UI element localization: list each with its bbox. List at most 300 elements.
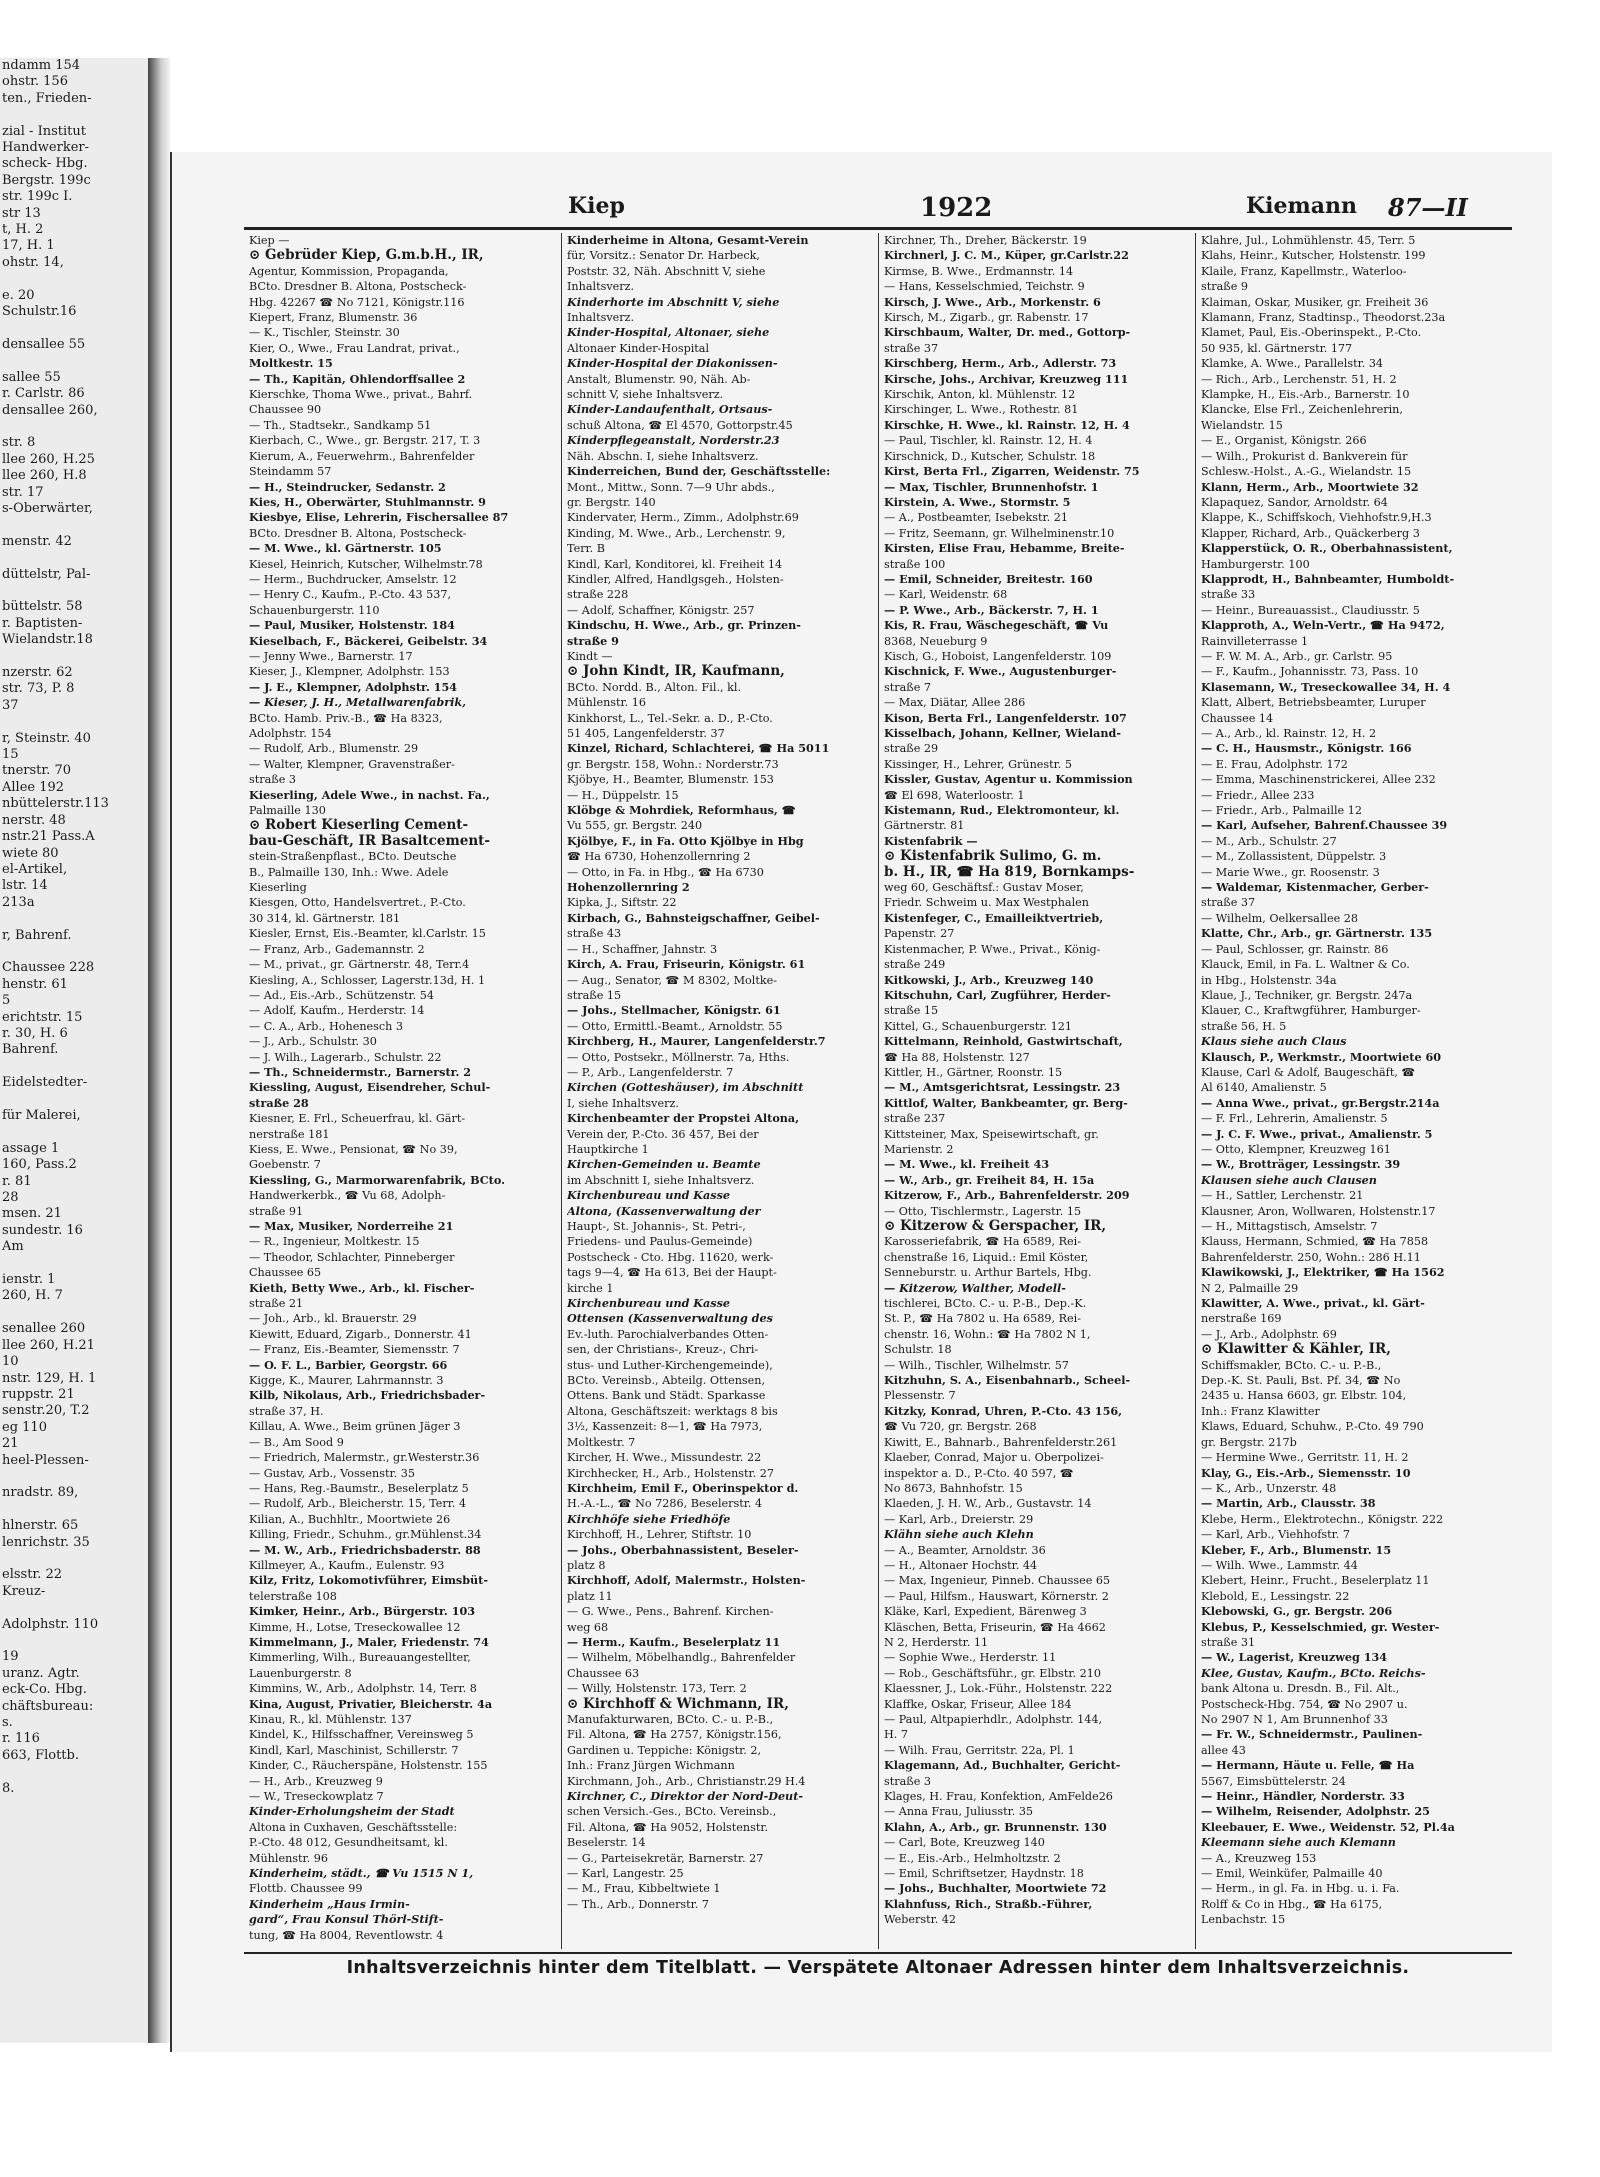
directory-entry: tung, ☎ Ha 8004, Reventlowstr. 4: [249, 1928, 444, 1942]
directory-entry: — Hans, Kesselschmied, Teichstr. 9: [884, 280, 1085, 294]
directory-entry: ☎ Ha 88, Holstenstr. 127: [884, 1050, 1030, 1064]
left-fragment-line: elsstr. 22: [2, 1567, 63, 1583]
left-fragment-line: menstr. 42: [2, 533, 72, 549]
left-fragment-line: [0, 1092, 148, 1108]
directory-entry: Wielandstr. 15: [1201, 418, 1283, 432]
left-fragment-line: [0, 550, 148, 566]
directory-entry: Kitzerow, F., Arb., Bahrenfelderstr. 209: [884, 1188, 1130, 1203]
directory-entry: Kieth, Betty Wwe., Arb., kl. Fischer-: [249, 1280, 475, 1295]
directory-entry: Kittsteiner, Max, Speisewirtschaft, gr.: [884, 1127, 1099, 1141]
directory-entry: straße 237: [884, 1112, 946, 1126]
directory-entry: chenstr. 16, Wohn.: ☎ Ha 7802 N 1,: [884, 1327, 1091, 1341]
directory-entry: — Ad., Eis.-Arb., Schützenstr. 54: [249, 988, 434, 1002]
directory-entry: Kiesel, Heinrich, Kutscher, Wilhelmstr.78: [249, 557, 483, 571]
directory-entry: — F. W. M. A., Arb., gr. Carlstr. 95: [1201, 649, 1393, 663]
directory-entry: Kina, August, Privatier, Bleicherstr. 4a: [249, 1696, 493, 1711]
directory-entry: Klähn siehe auch Klehn: [884, 1527, 1034, 1542]
directory-entry: Moltkestr. 15: [249, 356, 333, 371]
directory-entry: — Wilh., Prokurist d. Bankverein für: [1201, 449, 1408, 463]
directory-entry: Kindler, Alfred, Handlgsgeh., Holsten-: [567, 572, 784, 586]
directory-entry: straße 37, H.: [249, 1404, 324, 1418]
directory-entry: — M. Wwe., kl. Freiheit 43: [884, 1157, 1050, 1172]
directory-entry: — Emma, Maschinenstrickerei, Allee 232: [1201, 773, 1436, 787]
directory-entry: Klauss, Hermann, Schmied, ☎ Ha 7858: [1201, 1235, 1429, 1249]
directory-entry: Kirch, A. Frau, Friseurin, Königstr. 61: [567, 957, 806, 972]
directory-entry: Kinau, R., kl. Mühlenstr. 137: [249, 1713, 412, 1726]
directory-entry: — Theodor, Schlachter, Pinneberger: [249, 1250, 455, 1264]
directory-entry: straße 33: [1201, 588, 1256, 602]
directory-entry: Kinder-Hospital der Diakonissen-: [567, 356, 778, 371]
directory-entry: Altonaer Kinder-Hospital: [567, 341, 710, 355]
directory-entry: — Rob., Geschäftsführ., gr. Elbstr. 210: [884, 1666, 1102, 1680]
directory-entry: — Wilh. Wwe., Lammstr. 44: [1201, 1558, 1358, 1572]
directory-entry: — A., Postbeamter, Isebekstr. 21: [884, 511, 1068, 525]
directory-entry: Palmaille 130: [249, 804, 326, 818]
left-fragment-line: 28: [2, 1190, 19, 1206]
directory-entry: — Wilh., Tischler, Wilhelmstr. 57: [884, 1358, 1069, 1372]
directory-entry: Klagemann, Ad., Buchhalter, Gericht-: [884, 1758, 1121, 1773]
directory-entry: straße 228: [567, 588, 629, 602]
directory-entry: im Abschnitt I, siehe Inhaltsverz.: [567, 1173, 755, 1187]
directory-entry: Schulstr. 18: [884, 1343, 952, 1357]
directory-entry: gard“, Frau Konsul Thörl-Stift-: [249, 1912, 444, 1927]
directory-entry: Friedens- und Paulus-Gemeinde): [567, 1235, 753, 1249]
directory-entry: allee 43: [1201, 1743, 1246, 1757]
left-fragment-line: r, Bahrenf.: [2, 927, 72, 943]
directory-entry: — Emil, Schneider, Breitestr. 160: [884, 571, 1093, 586]
left-fragment-line: 17, H. 1: [2, 238, 55, 254]
directory-entry: — Hermine Wwe., Gerritstr. 11, H. 2: [1201, 1451, 1409, 1465]
directory-entry: Flottb. Chaussee 99: [249, 1882, 363, 1896]
left-fragment-line: el-Artikel,: [2, 861, 68, 877]
directory-entry: Verein der, P.-Cto. 36 457, Bei der: [567, 1127, 759, 1141]
left-fragment-line: [0, 107, 148, 123]
directory-entry: platz 11: [567, 1589, 613, 1603]
directory-entry: Kirchhoff, Adolf, Malermstr., Holsten-: [567, 1573, 806, 1588]
directory-entry: — Franz, Arb., Gademannstr. 2: [249, 942, 425, 956]
directory-entry: straße 3: [884, 1774, 932, 1788]
left-fragment-line: r. 81: [2, 1173, 32, 1189]
directory-entry: straße 3: [249, 773, 297, 787]
left-fragment-line: [0, 419, 148, 435]
directory-entry: straße 249: [884, 958, 946, 972]
left-fragment-line: [0, 714, 148, 730]
footer-rule: [244, 1952, 1512, 1954]
directory-entry: Ottens. Bank und Städt. Sparkasse: [567, 1389, 766, 1403]
left-fragment-line: 8.: [2, 1780, 15, 1796]
directory-entry: — Kieser, J. H., Metallwarenfabrik,: [249, 695, 467, 710]
directory-entry: — Paul, Schlosser, gr. Rainstr. 86: [1201, 942, 1389, 956]
directory-entry: Inhaltsverz.: [567, 311, 635, 325]
left-fragment-line: ohstr. 156: [2, 74, 68, 90]
directory-entry: — Emil, Weinküfer, Palmaille 40: [1201, 1867, 1383, 1881]
directory-entry: Postscheck - Cto. Hbg. 11620, werk-: [567, 1250, 774, 1264]
directory-entry: Kistenfabrik —: [884, 833, 978, 848]
directory-entry: Chaussee 14: [1201, 711, 1274, 725]
left-fragment-line: 213a: [2, 894, 35, 910]
directory-entry: — Carl, Bote, Kreuzweg 140: [884, 1836, 1045, 1850]
directory-entry: — Paul, Hilfsm., Hauswart, Körnerstr. 2: [884, 1589, 1109, 1603]
directory-entry: Kinkhorst, L., Tel.-Sekr. a. D., P.-Cto.: [567, 711, 773, 725]
running-head-last-entry: Kiemann: [1246, 193, 1357, 219]
directory-entry: Klatt, Albert, Betriebsbeamter, Luruper: [1201, 696, 1426, 710]
directory-entry: — Otto, Postsekr., Möllnerstr. 7a, Hths.: [567, 1050, 790, 1064]
directory-entry: Klaile, Franz, Kapellmstr., Waterloo-: [1201, 264, 1407, 278]
directory-entry: — A., Arb., kl. Rainstr. 12, H. 2: [1201, 727, 1377, 740]
directory-entry: Kinderhorte im Abschnitt V, siehe: [567, 294, 780, 309]
directory-entry: straße 7: [884, 680, 932, 694]
directory-entry: Klapprodt, H., Bahnbeamter, Humboldt-: [1201, 571, 1455, 586]
left-fragment-line: [0, 1502, 148, 1518]
directory-entry: — E., Eis.-Arb., Helmholtzstr. 2: [884, 1851, 1061, 1865]
directory-entry: Kleber, F., Arb., Blumenstr. 15: [1201, 1542, 1392, 1557]
footer-note: Inhaltsverzeichnis hinter dem Titelblatt. — Verspätete Altonaer Adressen hinter dem Inhaltsverzeichnis.: [346, 1958, 1410, 1978]
left-fragment-line: llee 260, H.21: [2, 1337, 95, 1353]
directory-entry: Haupt-, St. Johannis-, St. Petri-,: [567, 1220, 746, 1233]
left-fragment-line: büttelstr. 58: [2, 599, 83, 615]
directory-entry: 3½, Kassenzeit: 8—1, ☎ Ha 7973,: [567, 1420, 763, 1434]
directory-entry: Klahn, A., Arb., gr. Brunnenstr. 130: [884, 1819, 1107, 1834]
directory-entry: — Joh., Arb., kl. Brauerstr. 29: [249, 1312, 417, 1326]
directory-entry: — A., Beamter, Arnoldstr. 36: [884, 1543, 1046, 1557]
running-head-first-entry: Kiep: [568, 193, 625, 219]
left-page-fragment: [0, 58, 151, 2043]
directory-entry: Terr. B: [567, 542, 606, 556]
directory-entry: — Herm., Kaufm., Beselerplatz 11: [567, 1634, 781, 1649]
directory-entry: — Karl, Aufseher, Bahrenf.Chaussee 39: [1201, 818, 1448, 833]
directory-entry: I, siehe Inhaltsverz.: [567, 1096, 679, 1110]
directory-entry: — J. E., Klempner, Adolphstr. 154: [249, 679, 458, 694]
directory-entry: BCto. Dresdner B. Altona, Postscheck-: [249, 526, 467, 540]
left-fragment-line: Adolphstr. 110: [2, 1616, 99, 1632]
directory-entry: — Wilhelm, Reisender, Adolphstr. 25: [1201, 1804, 1430, 1819]
directory-entry: Rolff & Co in Hbg., ☎ Ha 6175,: [1201, 1897, 1383, 1911]
directory-entry: — Anna Frau, Juliusstr. 35: [884, 1805, 1034, 1819]
directory-entry: Kirchen (Gotteshäuser), im Abschnitt: [567, 1080, 804, 1095]
left-fragment-line: [0, 1256, 148, 1272]
directory-entry: Kirschbaum, Walter, Dr. med., Gottorp-: [884, 325, 1131, 340]
directory-entry: No 8673, Bahnhofstr. 15: [884, 1481, 1023, 1495]
directory-entry: — W., Brotträger, Lessingstr. 39: [1201, 1157, 1401, 1172]
directory-entry: Kigge, K., Maurer, Lahrmannstr. 3: [249, 1374, 444, 1388]
directory-entry: BCto. Nordd. B., Alton. Fil., kl.: [567, 680, 742, 694]
directory-entry: Kieselbach, F., Bäckerei, Geibelstr. 34: [249, 633, 488, 648]
directory-entry: Mühlenstr. 96: [249, 1851, 328, 1865]
directory-entry: — Karl, Weidenstr. 68: [884, 588, 1008, 602]
directory-entry: Kimmelmann, J., Maler, Friedenstr. 74: [249, 1634, 489, 1649]
directory-entry: Killau, A. Wwe., Beim grünen Jäger 3: [249, 1420, 461, 1434]
directory-entry: ⊙ Kirchhoff & Wichmann, IR,: [567, 1696, 789, 1712]
directory-entry: — Th., Arb., Donnerstr. 7: [567, 1897, 710, 1911]
left-fragment-line: 663, Flottb.: [2, 1747, 79, 1763]
directory-entry: Klann, Herm., Arb., Moortwiete 32: [1201, 479, 1419, 494]
left-fragment-line: str. 199c I.: [2, 189, 73, 205]
directory-entry: Klaessner, J., Lok.-Führ., Holstenstr. 222: [884, 1682, 1113, 1696]
directory-entry: weg 60, Geschäftsf.: Gustav Moser,: [884, 881, 1084, 895]
directory-entry: Kläschen, Betta, Friseurin, ☎ Ha 4662: [884, 1620, 1106, 1634]
directory-entry: 51 405, Langenfelderstr. 37: [567, 727, 725, 740]
directory-entry: Kitzky, Konrad, Uhren, P.-Cto. 43 156,: [884, 1403, 1123, 1418]
directory-entry: BCto. Dresdner B. Altona, Postscheck-: [249, 280, 467, 294]
directory-entry: Chaussee 63: [567, 1666, 640, 1680]
directory-entry: — M., Zollassistent, Düppelstr. 3: [1201, 850, 1387, 864]
directory-entry: Kirschke, H. Wwe., kl. Rainstr. 12, H. 4: [884, 417, 1130, 432]
directory-entry: Weberstr. 42: [884, 1913, 957, 1927]
left-fragment-line: 160, Pass.2: [2, 1157, 77, 1173]
directory-entry: ☎ El 698, Waterloostr. 1: [884, 788, 1025, 802]
directory-entry: nerstraße 181: [249, 1127, 330, 1141]
directory-entry: Klauer, C., Kraftwgführer, Hamburger-: [1201, 1004, 1421, 1018]
directory-entry: Hbg. 42267 ☎ No 7121, Königstr.116: [249, 295, 465, 309]
directory-entry: Kinder, C., Räucherspäne, Holstenstr. 155: [249, 1759, 488, 1773]
left-fragment-line: [0, 1633, 148, 1649]
directory-entry: Kinding, M. Wwe., Arb., Lerchenstr. 9,: [567, 526, 786, 540]
directory-entry: gr. Bergstr. 140: [567, 495, 656, 509]
directory-entry: St. P., ☎ Ha 7802 u. Ha 6589, Rei-: [884, 1312, 1081, 1326]
directory-entry: — M., Arb., Schulstr. 27: [1201, 834, 1337, 848]
directory-entry: — Sophie Wwe., Herderstr. 11: [884, 1651, 1057, 1665]
directory-entry: straße 29: [884, 742, 939, 756]
left-fragment-line: 10: [2, 1354, 19, 1370]
directory-entry: Klausner, Aron, Wollwaren, Holstenstr.17: [1201, 1204, 1436, 1218]
directory-entry: Klapproth, A., Weln-Vertr., ☎ Ha 9472,: [1201, 618, 1445, 633]
directory-entry: Kilian, A., Buchhltr., Moortwiete 26: [249, 1512, 451, 1526]
directory-entry: H.-A.-L., ☎ No 7286, Beselerstr. 4: [567, 1497, 763, 1511]
directory-entry: Kier, O., Wwe., Frau Landrat, privat.,: [249, 341, 460, 355]
left-fragment-line: 37: [2, 697, 19, 713]
directory-entry: — O. F. L., Barbier, Georgstr. 66: [249, 1357, 448, 1372]
directory-entry: Gärtnerstr. 81: [884, 819, 965, 833]
directory-entry: kirche 1: [567, 1281, 614, 1295]
directory-entry: Dep.-K. St. Pauli, Bst. Pf. 34, ☎ No: [1201, 1374, 1401, 1388]
directory-entry: Kinderheim, städt., ☎ Vu 1515 N 1,: [249, 1866, 474, 1881]
directory-entry: Klages, H. Frau, Konfektion, AmFelde26: [884, 1790, 1113, 1804]
directory-entry: Klapperstück, O. R., Oberbahnassistent,: [1201, 541, 1453, 556]
directory-entry: Kirmse, B. Wwe., Erdmannstr. 14: [884, 264, 1074, 278]
directory-entry: — J. C. F. Wwe., privat., Amalienstr. 5: [1201, 1126, 1433, 1141]
directory-entry: Kinder-Landaufenthalt, Ortsaus-: [567, 402, 773, 417]
directory-entry: — Adolf, Schaffner, Königstr. 257: [567, 603, 755, 617]
directory-entry: Kiessling, August, Eisendreher, Schul-: [249, 1080, 491, 1095]
directory-entry: Kindschu, H. Wwe., Arb., gr. Prinzen-: [567, 618, 801, 633]
left-fragment-line: Kreuz-: [2, 1583, 46, 1599]
directory-entry: — C. A., Arb., Hohenesch 3: [249, 1019, 404, 1033]
directory-entry: Kläke, Karl, Expedient, Bärenweg 3: [884, 1605, 1087, 1619]
directory-entry: Fil. Altona, ☎ Ha 2757, Königstr.156,: [567, 1728, 782, 1742]
directory-entry: — Johs., Stellmacher, Königstr. 61: [567, 1003, 781, 1018]
directory-entry: Kiepert, Franz, Blumenstr. 36: [249, 311, 418, 325]
directory-entry: Kircher, H. Wwe., Missundestr. 22: [567, 1451, 762, 1465]
directory-entry: nerstraße 169: [1201, 1312, 1282, 1326]
directory-entry: — Th., Schneidermstr., Barnerstr. 2: [249, 1064, 472, 1079]
left-fragment-line: zial - Institut: [2, 123, 86, 139]
directory-entry: — M., Amtsgerichtsrat, Lessingstr. 23: [884, 1080, 1121, 1095]
directory-entry: Kiesler, Ernst, Eis.-Beamter, kl.Carlstr. 15: [249, 927, 486, 941]
directory-entry: Schlesw.-Holst., A.-G., Wielandstr. 15: [1201, 465, 1412, 479]
directory-entry: straße 9: [1201, 280, 1249, 294]
directory-entry: Klapaquez, Sandor, Arnoldstr. 64: [1201, 495, 1388, 509]
directory-entry: Klahs, Heinr., Kutscher, Holstenstr. 199: [1201, 249, 1426, 263]
directory-entry: Kimmerling, Wilh., Bureauangestellter,: [249, 1651, 471, 1665]
directory-entry: Postscheck-Hbg. 754, ☎ No 2907 u.: [1201, 1697, 1408, 1711]
left-fragment-line: [0, 1305, 148, 1321]
directory-entry: — M., privat., gr. Gärtnerstr. 48, Terr.4: [249, 958, 470, 972]
directory-entry: Klamet, Paul, Eis.-Oberinspekt., P.-Cto.: [1201, 326, 1422, 340]
directory-entry: ⊙ Kitzerow & Gerspacher, IR,: [884, 1219, 1107, 1234]
directory-entry: Kieser, J., Klempner, Adolphstr. 153: [249, 665, 450, 679]
directory-entry: Kleebauer, E. Wwe., Weidenstr. 52, Pl.4a: [1201, 1819, 1455, 1834]
directory-entry: — Marie Wwe., gr. Roosenstr. 3: [1201, 865, 1380, 879]
directory-entry: — Friedrich, Malermstr., gr.Westerstr.36: [249, 1451, 480, 1465]
directory-entry: Kieserling: [249, 881, 307, 895]
directory-entry: Kiesbye, Elise, Lehrerin, Fischersallee 87: [249, 510, 509, 525]
directory-entry: Bahrenfelderstr. 250, Wohn.: 286 H.11: [1201, 1250, 1421, 1264]
left-fragment-line: erichtstr. 15: [2, 1009, 83, 1025]
directory-entry: Kinder-Erholungsheim der Stadt: [249, 1804, 455, 1819]
directory-entry: — Fritz, Seemann, gr. Wilhelminenstr.10: [884, 526, 1115, 540]
directory-entry: — Gustav, Arb., Vossenstr. 35: [249, 1466, 415, 1480]
directory-entry: schen Versich.-Ges., BCto. Vereinsb.,: [567, 1805, 777, 1819]
directory-entry: — Karl, Arb., Viehhofstr. 7: [1201, 1528, 1351, 1542]
directory-entry: — Anna Wwe., privat., gr.Bergstr.214a: [1201, 1095, 1440, 1110]
directory-entry: Kirschik, Anton, kl. Mühlenstr. 12: [884, 388, 1076, 402]
directory-entry: für, Vorsitz.: Senator Dr. Harbeck,: [567, 249, 760, 263]
left-fragment-line: Bahrenf.: [2, 1042, 59, 1058]
directory-entry: Kiwitt, E., Bahnarb., Bahrenfelderstr.261: [884, 1435, 1118, 1449]
directory-entry: Kittler, H., Gärtner, Roonstr. 15: [884, 1065, 1063, 1079]
left-fragment-line: hlnerstr. 65: [2, 1518, 79, 1534]
directory-entry: straße 37: [884, 341, 939, 355]
directory-entry: — Otto, in Fa. in Hbg., ☎ Ha 6730: [567, 865, 764, 879]
left-fragment-line: nstr. 129, H. 1: [2, 1370, 97, 1386]
directory-entry: — Otto, Ermittl.-Beamt., Arnoldstr. 55: [567, 1019, 783, 1033]
directory-entry: — Max, Musiker, Norderreihe 21: [249, 1219, 454, 1233]
left-fragment-line: [0, 321, 148, 337]
directory-entry: Kindl, Karl, Konditorei, kl. Freiheit 14: [567, 557, 783, 571]
left-fragment-line: str. 73, P. 8: [2, 681, 75, 697]
directory-entry: Klaeden, J. H. W., Arb., Gustavstr. 14: [884, 1497, 1092, 1511]
directory-entry: — M. W., Arb., Friedrichsbaderstr. 88: [249, 1542, 481, 1557]
directory-entry: — H., Arb., Kreuzweg 9: [249, 1774, 383, 1788]
directory-entry: bank Altona u. Dresdn. B., Fil. Alt.,: [1201, 1682, 1400, 1696]
left-fragment-line: sallee 55: [2, 369, 61, 385]
left-fragment-line: ten., Frieden-: [2, 90, 92, 106]
directory-entry: Kisch, G., Hoboist, Langenfelderstr. 109: [884, 649, 1112, 663]
directory-entry: Kinder-Hospital, Altonaer, siehe: [567, 325, 770, 340]
directory-entry: ⊙ John Kindt, IR, Kaufmann,: [567, 664, 785, 680]
left-fragment-line: [0, 353, 148, 369]
directory-entry: Kierschke, Thoma Wwe., privat., Bahrf.: [249, 388, 473, 402]
directory-entry: — H., Altonaer Hochstr. 44: [884, 1558, 1038, 1572]
left-fragment-line: Handwerker-: [2, 140, 89, 156]
directory-entry: Klapper, Richard, Arb., Quäckerberg 3: [1201, 526, 1420, 540]
directory-entry: BCto. Hamb. Priv.-B., ☎ Ha 8323,: [249, 711, 443, 725]
directory-entry: — Rudolf, Arb., Bleicherstr. 15, Terr. 4: [249, 1497, 467, 1511]
left-fragment-line: Am: [2, 1239, 24, 1255]
directory-entry: — Aug., Senator, ☎ M 8302, Moltke-: [567, 973, 778, 987]
left-fragment-line: senstr.20, T.2: [2, 1403, 90, 1419]
directory-entry: Mühlenstr. 16: [567, 696, 646, 710]
directory-entry: B., Palmaille 130, Inh.: Wwe. Adele: [249, 865, 449, 879]
directory-entry: — Karl, Arb., Dreierstr. 29: [884, 1512, 1034, 1526]
directory-entry: Goebenstr. 7: [249, 1158, 321, 1172]
left-fragment-line: chäftsbureau:: [2, 1698, 94, 1714]
directory-entry: Kirchheim, Emil F., Oberinspektor d.: [567, 1480, 799, 1495]
left-fragment-line: densallee 260,: [2, 402, 98, 418]
directory-entry: — Willy, Holstenstr. 173, Terr. 2: [567, 1682, 747, 1696]
directory-entry: — Walter, Klempner, Gravenstraßer-: [249, 757, 455, 771]
directory-entry: straße 9: [567, 633, 619, 648]
directory-entry: Karosseriefabrik, ☎ Ha 6589, Rei-: [884, 1235, 1082, 1249]
directory-entry: Kittlof, Walter, Bankbeamter, gr. Berg-: [884, 1095, 1128, 1110]
left-fragment-line: s-Oberwärter,: [2, 500, 93, 516]
directory-entry: — Waldemar, Kistenmacher, Gerber-: [1201, 880, 1429, 895]
directory-entry: Klawitter, A. Wwe., privat., kl. Gärt-: [1201, 1296, 1425, 1311]
directory-entry: Kissinger, H., Lehrer, Grünestr. 5: [884, 757, 1072, 771]
directory-entry: Kimker, Heinr., Arb., Bürgerstr. 103: [249, 1604, 476, 1619]
directory-entry: Kiep —: [249, 234, 290, 247]
left-fragment-line: scheck- Hbg.: [2, 156, 88, 172]
directory-entry: Klebold, E., Lessingstr. 22: [1201, 1589, 1350, 1603]
left-fragment-line: nbüttelerstr.113: [2, 796, 109, 812]
directory-entry: Mont., Mittw., Sonn. 7—9 Uhr abds.,: [567, 480, 775, 494]
left-fragment-line: Eidelstedter-: [2, 1075, 88, 1091]
directory-entry: Klasemann, W., Treseckowallee 34, H. 4: [1201, 679, 1451, 694]
directory-entry: Ottensen (Kassenverwaltung des: [567, 1311, 773, 1326]
directory-entry: Papenstr. 27: [884, 927, 955, 941]
directory-entry: — R., Ingenieur, Moltkestr. 15: [249, 1235, 420, 1249]
directory-entry: — K., Tischler, Steinstr. 30: [249, 326, 400, 340]
directory-entry: — Hans, Reg.-Baumstr., Beselerplatz 5: [249, 1481, 469, 1495]
directory-entry: Kirchner, C., Direktor der Nord-Deut-: [567, 1789, 804, 1804]
directory-entry: — Johs., Oberbahnassistent, Beseler-: [567, 1542, 799, 1557]
directory-entry: Kirschinger, L. Wwe., Rothestr. 81: [884, 403, 1079, 417]
directory-entry: Inh.: Franz Jürgen Wichmann: [567, 1759, 735, 1773]
directory-entry: sen, der Christians-, Kreuz-, Chri-: [567, 1343, 759, 1357]
directory-entry: Ev.-luth. Parochialverbandes Otten-: [567, 1327, 769, 1341]
left-fragment-line: lenrichstr. 35: [2, 1534, 90, 1550]
directory-entry: straße 43: [567, 927, 622, 941]
directory-entry: — Th., Kapitän, Ohlendorffsallee 2: [249, 371, 466, 386]
directory-entry: — H., Sattler, Lerchenstr. 21: [1201, 1189, 1364, 1203]
left-fragment-line: Wielandstr.18: [2, 632, 93, 648]
column-2: [561, 233, 878, 1949]
directory-entry: Hohenzollernring 2: [567, 880, 690, 895]
left-fragment-line: nradstr. 89,: [2, 1485, 79, 1501]
directory-entry: Kirstein, A. Wwe., Stormstr. 5: [884, 494, 1071, 509]
directory-entry: — G., Parteisekretär, Barnerstr. 27: [567, 1851, 764, 1865]
directory-entry: straße 21: [249, 1297, 304, 1311]
directory-entry: Klappe, K., Schiffskoch, Viehhofstr.9,H.3: [1201, 511, 1432, 525]
directory-entry: ☎ Ha 6730, Hohenzollernring 2: [567, 850, 751, 864]
directory-entry: straße 56, H. 5: [1201, 1019, 1287, 1033]
directory-entry: Klebus, P., Kesselschmied, gr. Wester-: [1201, 1619, 1440, 1634]
directory-entry: Kirsche, Johs., Archivar, Kreuzweg 111: [884, 371, 1129, 386]
left-fragment-line: r. 116: [2, 1731, 40, 1747]
directory-entry: Vu 555, gr. Bergstr. 240: [567, 819, 703, 833]
directory-entry: Manufakturwaren, BCto. C.- u. P.-B.,: [567, 1713, 774, 1726]
directory-entry: Inhaltsverz.: [567, 280, 635, 294]
left-fragment-line: für Malerei,: [2, 1108, 81, 1123]
directory-entry: — B., Am Sood 9: [249, 1435, 344, 1449]
directory-entry: Steindamm 57: [249, 465, 332, 479]
directory-entry: Kleemann siehe auch Klemann: [1201, 1835, 1396, 1850]
directory-entry: gr. Bergstr. 217b: [1201, 1435, 1297, 1449]
directory-entry: Klee, Gustav, Kaufm., BCto. Reichs-: [1201, 1665, 1426, 1680]
directory-entry: Kirchhecker, H., Arb., Holstenstr. 27: [567, 1466, 774, 1480]
left-fragment-line: r. Carlstr. 86: [2, 386, 85, 402]
directory-entry: — H., Düppelstr. 15: [567, 788, 679, 802]
